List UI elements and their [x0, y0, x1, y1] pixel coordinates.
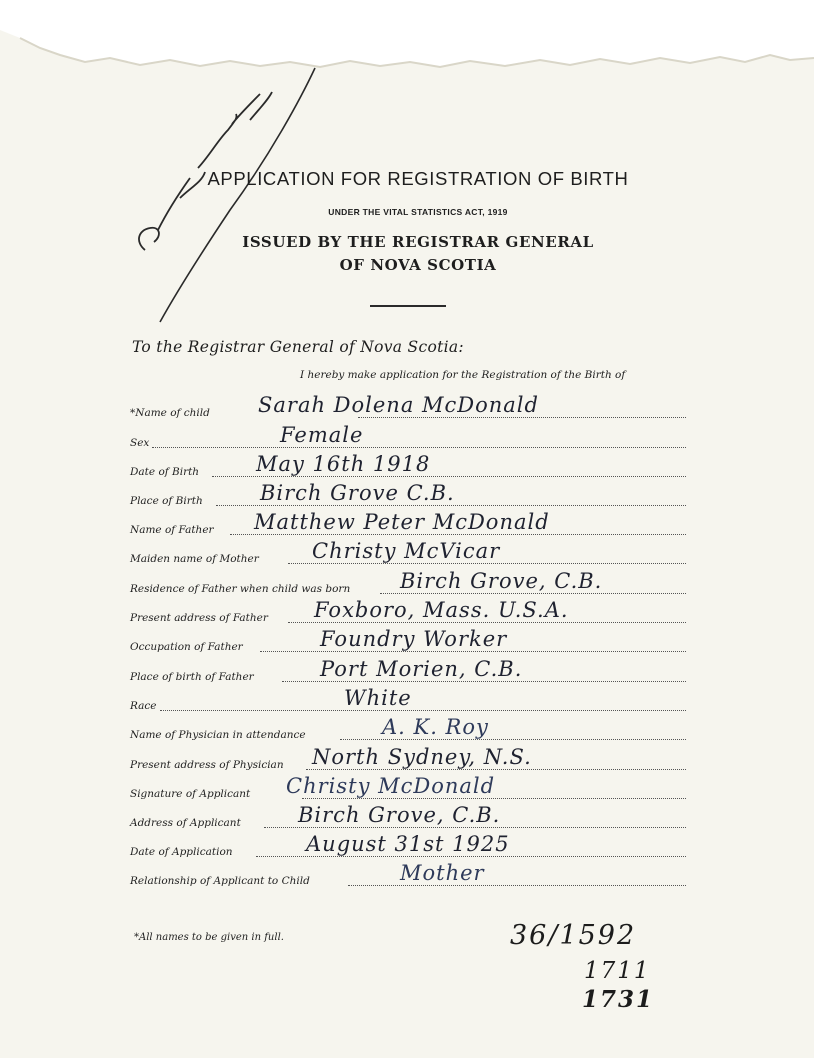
field-name-of-physician	[130, 715, 686, 742]
field-value: Mother	[400, 861, 485, 885]
field-residence-of-father	[130, 569, 686, 596]
fill-line	[288, 622, 686, 623]
field-label: Sex	[130, 437, 150, 449]
field-value: Port Morien, C.B.	[320, 657, 523, 681]
field-address-of-applicant	[130, 803, 686, 830]
field-present-address-of-physician	[130, 745, 686, 772]
fill-line	[230, 534, 686, 535]
issuer-line-2: OF NOVA SCOTIA	[339, 256, 497, 274]
fill-line	[256, 856, 686, 857]
field-value: Birch Grove, C.B.	[298, 803, 501, 827]
field-value: A. K. Roy	[382, 715, 489, 739]
field-label: Race	[130, 700, 157, 712]
field-name-of-father	[130, 510, 686, 537]
fill-line	[348, 885, 686, 886]
act-subtitle: UNDER THE VITAL STATISTICS ACT, 1919	[328, 207, 508, 217]
intro-text: I hereby make application for the Registration of the Birth of	[300, 369, 626, 381]
fill-line	[212, 476, 686, 477]
field-label: Address of Applicant	[130, 817, 241, 829]
field-value: Christy McDonald	[286, 774, 496, 798]
fill-line	[216, 505, 686, 506]
field-signature-of-applicant	[130, 774, 686, 801]
field-value: North Sydney, N.S.	[312, 745, 532, 769]
field-label: *Name of child	[130, 407, 210, 419]
field-value: May 16th 1918	[256, 452, 431, 476]
field-label: Signature of Applicant	[130, 788, 251, 800]
field-value: Birch Grove C.B.	[260, 481, 455, 505]
issuer-line-1: ISSUED BY THE REGISTRAR GENERAL	[242, 233, 594, 251]
file-reference-number: 36/1592	[510, 920, 637, 951]
field-place-of-birth	[130, 481, 686, 508]
fill-line	[160, 710, 686, 711]
fill-line	[288, 563, 686, 564]
heading-divider	[370, 305, 446, 307]
fill-line	[260, 651, 686, 652]
field-relationship-of-applicant	[130, 861, 686, 888]
footnote: *All names to be given in full.	[134, 932, 284, 943]
salutation: To the Registrar General of Nova Scotia:	[132, 338, 464, 356]
document-title: APPLICATION FOR REGISTRATION OF BIRTH	[207, 168, 629, 189]
field-label: Place of Birth	[130, 495, 203, 507]
fill-line	[302, 798, 686, 799]
fill-line	[264, 827, 686, 828]
field-date-of-birth	[130, 452, 686, 479]
field-race	[130, 686, 686, 713]
fill-line	[152, 447, 686, 448]
field-label: Residence of Father when child was born	[130, 583, 351, 595]
fill-line	[380, 593, 686, 594]
field-value: Matthew Peter McDonald	[254, 510, 550, 534]
field-label: Present address of Father	[130, 612, 268, 624]
field-sex	[130, 423, 686, 450]
field-present-address-of-father	[130, 598, 686, 625]
field-label: Date of Birth	[130, 466, 200, 478]
field-value: August 31st 1925	[306, 832, 510, 856]
field-value: Birch Grove, C.B.	[400, 569, 603, 593]
field-label: Relationship of Applicant to Child	[130, 875, 310, 887]
field-value: Female	[280, 423, 364, 447]
field-label: Present address of Physician	[130, 759, 284, 771]
field-label: Name of Physician in attendance	[130, 729, 306, 741]
file-number-1: 1711	[584, 958, 651, 984]
field-maiden-name-of-mother	[130, 539, 686, 566]
field-label: Maiden name of Mother	[130, 553, 259, 565]
fill-line	[358, 417, 686, 418]
field-value: Sarah Dolena McDonald	[258, 393, 539, 417]
field-occupation-of-father	[130, 627, 686, 654]
field-label: Date of Application	[130, 846, 233, 858]
field-value: Foundry Worker	[320, 627, 508, 651]
field-label: Place of birth of Father	[130, 671, 254, 683]
field-value: White	[344, 686, 412, 710]
fill-line	[306, 769, 686, 770]
field-label: Name of Father	[130, 524, 214, 536]
field-label: Occupation of Father	[130, 641, 243, 653]
field-name-of-child	[130, 393, 686, 420]
field-place-of-birth-of-father	[130, 657, 686, 684]
fill-line	[282, 681, 686, 682]
field-value: Christy McVicar	[312, 539, 501, 563]
fill-line	[340, 739, 686, 740]
field-date-of-application	[130, 832, 686, 859]
file-number-2: 1731	[582, 986, 655, 1013]
field-value: Foxboro, Mass. U.S.A.	[314, 598, 569, 622]
